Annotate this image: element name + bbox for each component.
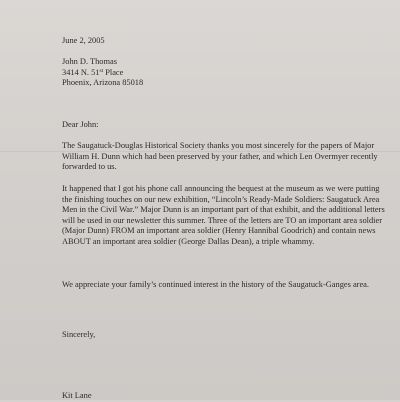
signature-name: Kit Lane	[62, 391, 92, 400]
paragraph-appreciation: We appreciate your family’s continued interest in the history of the Saugatuck-Ganges area.	[62, 280, 369, 289]
street-ordinal: st	[99, 67, 104, 74]
salutation: Dear John:	[62, 120, 99, 129]
closing: Sincerely,	[62, 330, 96, 339]
recipient-street	[62, 68, 390, 79]
street-number: 3414 N. 51	[62, 67, 100, 77]
recipient-city: Phoenix, Arizona 85018	[62, 78, 144, 88]
street-name: Place	[103, 67, 124, 77]
letter-date: June 2, 2005	[62, 36, 105, 45]
recipient-name: John D. Thomas	[62, 57, 117, 66]
paragraph-thanks: The Saugatuck-Douglas Historical Society thanks you most sincerely for the papers of Major William H. Dunn which had been preserved by your father, and which Len Overmyer recently forwarded to us.	[62, 141, 378, 172]
recipient-address	[62, 57, 390, 89]
paragraph-exhibition: It happened that I got his phone call announcing the bequest at the museum as we were putting the finishing touches on our new exhibition, “Lincoln’s Ready-Made Soldiers: Saugatuck Area Men in the Civil War.” Major Dunn is an important part of that exhibit, and the additional letters will be used in our newsletter this summer. Three of the letters are TO an important area soldier (Major Dunn) FROM an important area soldier (Henry Hannibal Goodrich) and contain news ABOUT an important area soldier (George Dallas Dean), a triple whammy.	[62, 184, 385, 246]
